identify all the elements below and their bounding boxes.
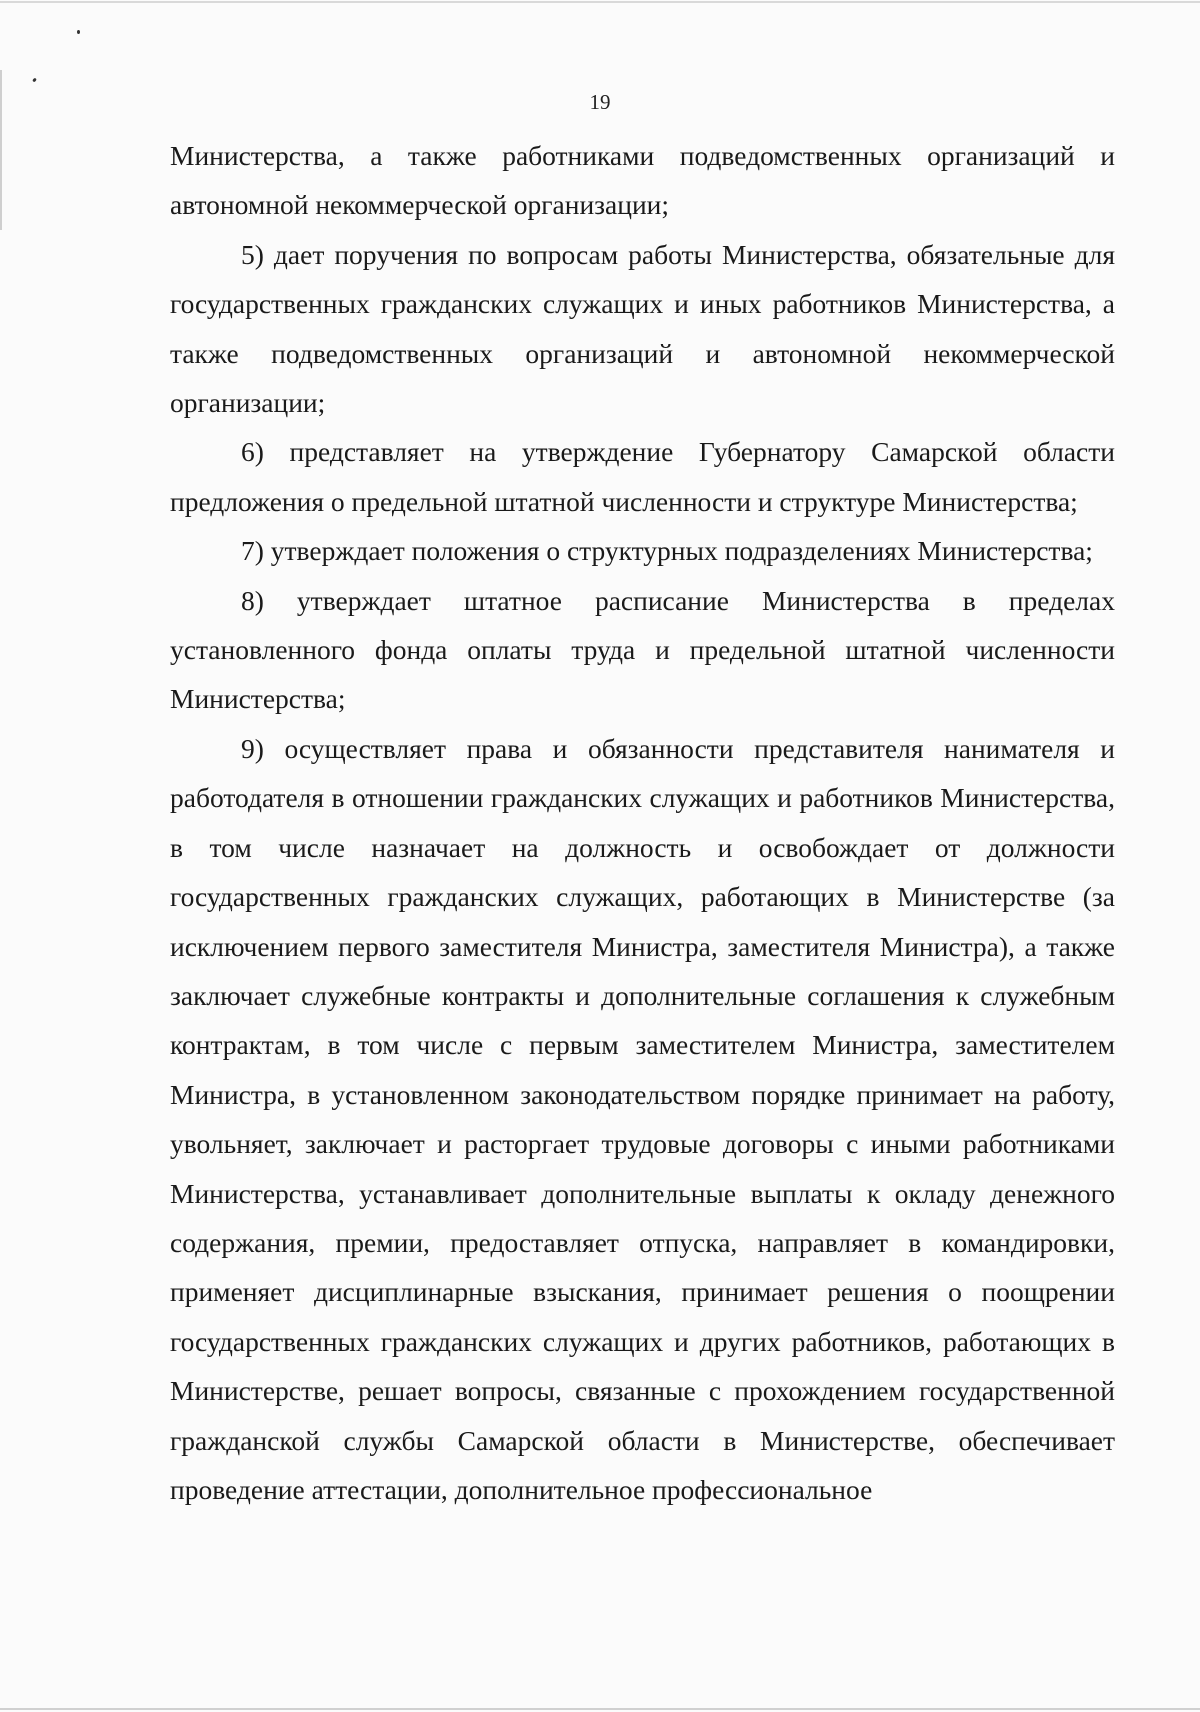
paragraph-item-8: 8) утверждает штатное расписание Министерства в пределах установленного фонда оплаты труда и предельной штатной численности Министерства; bbox=[170, 584, 1115, 715]
paragraph-item-7: 7) утверждает положения о структурных подразделениях Министерства; bbox=[241, 535, 1093, 567]
document-body bbox=[170, 131, 1115, 1514]
scan-edge-bottom bbox=[0, 1708, 1200, 1710]
scan-speck bbox=[32, 78, 37, 83]
paragraph-item-9: 9) осуществляет права и обязанности представителя нанимателя и работодателя в отношении гражданских служащих и работников Министерства, в том числе назначает на должность и освобождает от должности государственных гражданских служащих, работающих в Министерстве (за исключением первого заместителя Министра, заместителя Министра), а также заключает служебные контракты и дополнительные соглашения к служебным контрактам, в том числе с первым заместителем Министра, заместителем Министра, в установленном законодательством порядке принимает на работу, увольняет, заключает и расторгает трудовые договоры с иными работниками Министерства, устанавливает дополнительные выплаты к окладу денежного содержания, премии, предоставляет отпуска, направляет в командировки, применяет дисциплинарные взыскания, принимает решения о поощрении государственных гражданских служащих и других работников, работающих в Министерстве, решает вопросы, связанные с прохождением государственной гражданской службы Самарской области в Министерстве, обеспечивает проведение аттестации, дополнительное профессиональное bbox=[170, 732, 1115, 1505]
page-number: 19 bbox=[589, 90, 611, 114]
paragraph-continuation: Министерства, а также работниками подведомственных организаций и автономной некоммерческой организации; bbox=[170, 140, 1115, 221]
scan-edge-top bbox=[0, 1, 1200, 3]
paragraph-item-5: 5) дает поручения по вопросам работы Министерства, обязательные для государственных гражданских служащих и иных работников Министерства, а также подведомственных организаций и автономной некоммерческой организации; bbox=[170, 238, 1115, 419]
scan-speck bbox=[77, 30, 80, 34]
paragraph-item-6: 6) представляет на утверждение Губернатору Самарской области предложения о предельной штатной численности и структуре Министерства; bbox=[170, 436, 1115, 517]
